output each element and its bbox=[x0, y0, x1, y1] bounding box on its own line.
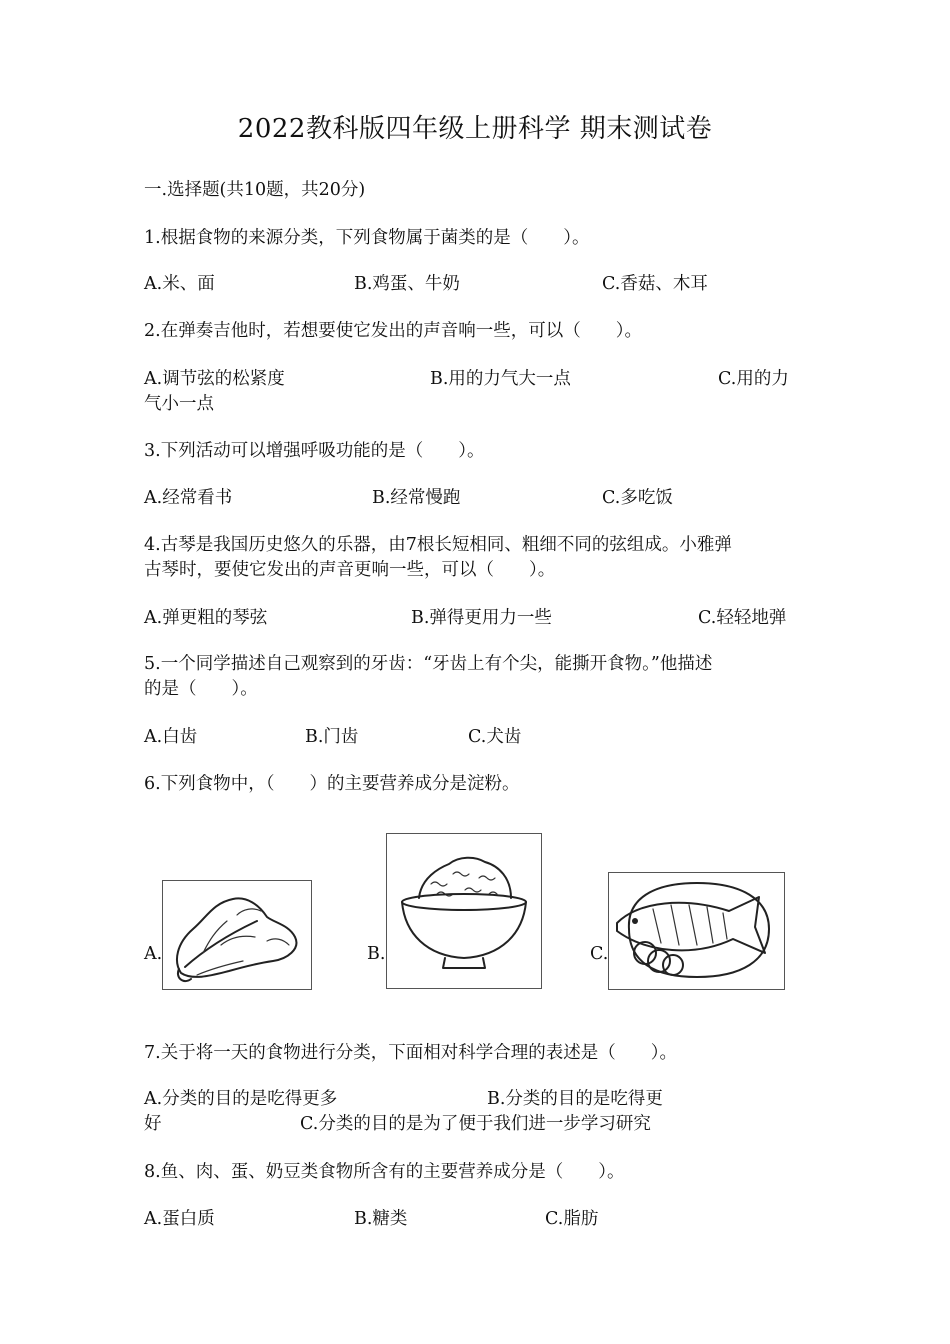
question-2-option-b: B.用的力气大一点 bbox=[430, 369, 571, 389]
question-4-option-b: B.弹得更用力一些 bbox=[411, 608, 552, 628]
question-6-option-b: B. bbox=[367, 944, 386, 964]
question-5-option-b: B.门齿 bbox=[305, 727, 359, 747]
section-heading: 一.选择题(共10题，共20分) bbox=[144, 180, 366, 200]
question-7-option-b-continued: 好 bbox=[144, 1114, 162, 1134]
page-title: 2022教科版四年级上册科学 期末测试卷 bbox=[237, 114, 713, 144]
question-1-stem: 1.根据食物的来源分类，下列食物属于菌类的是（ ）。 bbox=[144, 228, 590, 248]
question-1-option-b: B.鸡蛋、牛奶 bbox=[354, 274, 460, 294]
question-8-option-b: B.糖类 bbox=[354, 1209, 408, 1229]
question-3-option-b: B.经常慢跑 bbox=[372, 488, 461, 508]
fish-plate-image bbox=[608, 872, 785, 990]
question-4-option-a: A.弹更粗的琴弦 bbox=[144, 608, 268, 628]
question-7-option-c: C.分类的目的是为了便于我们进一步学习研究 bbox=[300, 1114, 651, 1134]
question-3-option-c: C.多吃饭 bbox=[602, 488, 673, 508]
question-7-option-a: A.分类的目的是吃得更多 bbox=[144, 1089, 338, 1109]
question-5-stem: 5.一个同学描述自己观察到的牙齿：“牙齿上有个尖，能撕开食物。”他描述 bbox=[144, 654, 713, 674]
question-5-option-a: A.白齿 bbox=[144, 727, 198, 747]
cabbage-image bbox=[162, 880, 312, 990]
question-4-stem-continued: 古琴时，要使它发出的声音更响一些，可以（ ）。 bbox=[144, 560, 556, 580]
question-8-option-c: C.脂肪 bbox=[545, 1209, 599, 1229]
rice-bowl-image bbox=[386, 833, 542, 989]
question-8-option-a: A.蛋白质 bbox=[144, 1209, 215, 1229]
question-3-stem: 3.下列活动可以增强呼吸功能的是（ ）。 bbox=[144, 441, 485, 461]
question-2-option-c-continued: 气小一点 bbox=[144, 394, 214, 414]
question-5-stem-continued: 的是（ ）。 bbox=[144, 679, 258, 699]
question-8-stem: 8.鱼、肉、蛋、奶豆类食物所含有的主要营养成分是（ ）。 bbox=[144, 1162, 625, 1182]
question-2-stem: 2.在弹奏吉他时，若想要使它发出的声音响一些，可以（ ）。 bbox=[144, 321, 642, 341]
question-7-stem: 7.关于将一天的食物进行分类，下面相对科学合理的表述是（ ）。 bbox=[144, 1043, 677, 1063]
question-2-option-a: A.调节弦的松紧度 bbox=[144, 369, 285, 389]
question-2-option-c: C.用的力 bbox=[718, 369, 789, 389]
question-5-option-c: C.犬齿 bbox=[468, 727, 522, 747]
question-3-option-a: A.经常看书 bbox=[144, 488, 233, 508]
question-4-option-c: C.轻轻地弹 bbox=[698, 608, 787, 628]
question-6-stem: 6.下列食物中，（ ）的主要营养成分是淀粉。 bbox=[144, 774, 520, 794]
question-6-option-c: C. bbox=[590, 944, 609, 964]
question-7-option-b: B.分类的目的是吃得更 bbox=[487, 1089, 663, 1109]
question-6-option-a: A. bbox=[144, 944, 163, 964]
question-1-option-c: C.香菇、木耳 bbox=[602, 274, 708, 294]
question-4-stem: 4.古琴是我国历史悠久的乐器，由7根长短相同、粗细不同的弦组成。小雅弹 bbox=[144, 535, 732, 555]
question-1-option-a: A.米、面 bbox=[144, 274, 215, 294]
